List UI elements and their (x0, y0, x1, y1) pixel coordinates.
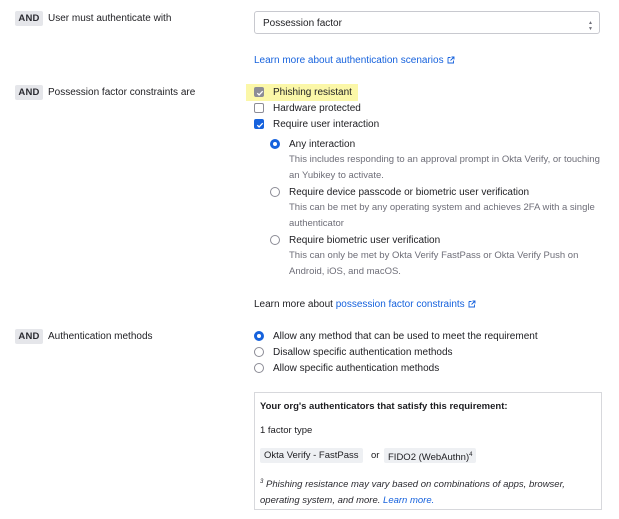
biometric-desc (289, 248, 578, 280)
and-badge: AND (15, 85, 43, 100)
factor-count: 1 factor type (260, 425, 313, 436)
desc-line: This can be met by any operating system and achieves 2FA with a single (289, 202, 595, 213)
authenticate-with-select[interactable] (254, 11, 600, 34)
device-passcode-radio[interactable] (270, 187, 280, 197)
check-icon (256, 121, 264, 129)
biometric-radio[interactable] (270, 235, 280, 245)
disallow-methods-label: Disallow specific authentication methods (273, 347, 453, 358)
external-link-icon (447, 56, 455, 64)
external-link-icon (468, 300, 476, 308)
okta-verify-fastpass-chip: Okta Verify - FastPass (260, 448, 363, 463)
fido2-label: FIDO2 (WebAuthn) (388, 452, 470, 464)
hardware-protected-checkbox[interactable] (254, 103, 264, 113)
desc-line: an Yubikey to activate. (289, 170, 384, 181)
device-passcode-desc (289, 200, 595, 232)
allow-specific-methods-radio[interactable] (254, 363, 264, 373)
allow-any-method-radio[interactable] (254, 331, 264, 341)
any-interaction-radio[interactable] (270, 139, 280, 149)
caret-icon: ▲ ▼ (588, 20, 593, 32)
learn-more-link[interactable]: Learn more. (383, 495, 435, 507)
allow-specific-methods-label: Allow specific authentication methods (273, 363, 440, 374)
allow-any-method-label: Allow any method that can be used to meet the requirement (273, 331, 538, 342)
learn-scenarios-text: Learn more about authentication scenarios (254, 55, 444, 66)
auth-with-label: User must authenticate with (48, 13, 172, 24)
and-badge: AND (15, 329, 43, 344)
learn-prefix: Learn more about (254, 299, 333, 310)
note-text: operating system, and more. (260, 495, 381, 507)
constraints-label: Possession factor constraints are (48, 87, 196, 98)
phishing-resistant-label: Phishing resistant (273, 87, 352, 98)
note-line (260, 474, 565, 493)
note-text: Phishing resistance may vary based on combinations of apps, browser, (265, 479, 565, 491)
note-sup: 3 (260, 479, 264, 485)
phishing-resistant-checkbox[interactable] (254, 87, 264, 97)
any-interaction-desc (289, 152, 600, 184)
fido2-sup: 4 (469, 452, 473, 458)
fido2-chip (384, 448, 476, 463)
desc-line: This can only be met by Okta Verify FastPass or Okta Verify Push on (289, 250, 579, 261)
panel-heading: Your org's authenticators that satisfy this requirement: (260, 401, 508, 412)
phishing-note (260, 474, 565, 509)
possession-constraints-link[interactable]: possession factor constraints (335, 299, 465, 310)
biometric-label: Require biometric user verification (289, 235, 441, 246)
desc-line: Android, iOS, and macOS. (289, 266, 401, 277)
learn-constraints (254, 299, 476, 310)
check-icon (256, 89, 264, 97)
note-line (260, 493, 565, 509)
require-user-interaction-checkbox[interactable] (254, 119, 264, 129)
disallow-methods-radio[interactable] (254, 347, 264, 357)
auth-methods-label: Authentication methods (48, 331, 153, 342)
require-user-interaction-label: Require user interaction (273, 119, 380, 130)
authenticators-panel (254, 392, 602, 510)
hardware-protected-label: Hardware protected (273, 103, 361, 114)
or-text: or (371, 450, 380, 461)
select-value: Possession factor (263, 18, 342, 29)
and-badge: AND (15, 11, 43, 26)
desc-line: This includes responding to an approval prompt in Okta Verify, or touching (289, 154, 600, 165)
device-passcode-label: Require device passcode or biometric user verification (289, 187, 530, 198)
desc-line: authenticator (289, 218, 344, 229)
any-interaction-label: Any interaction (289, 139, 356, 150)
learn-scenarios-link[interactable] (254, 55, 455, 66)
